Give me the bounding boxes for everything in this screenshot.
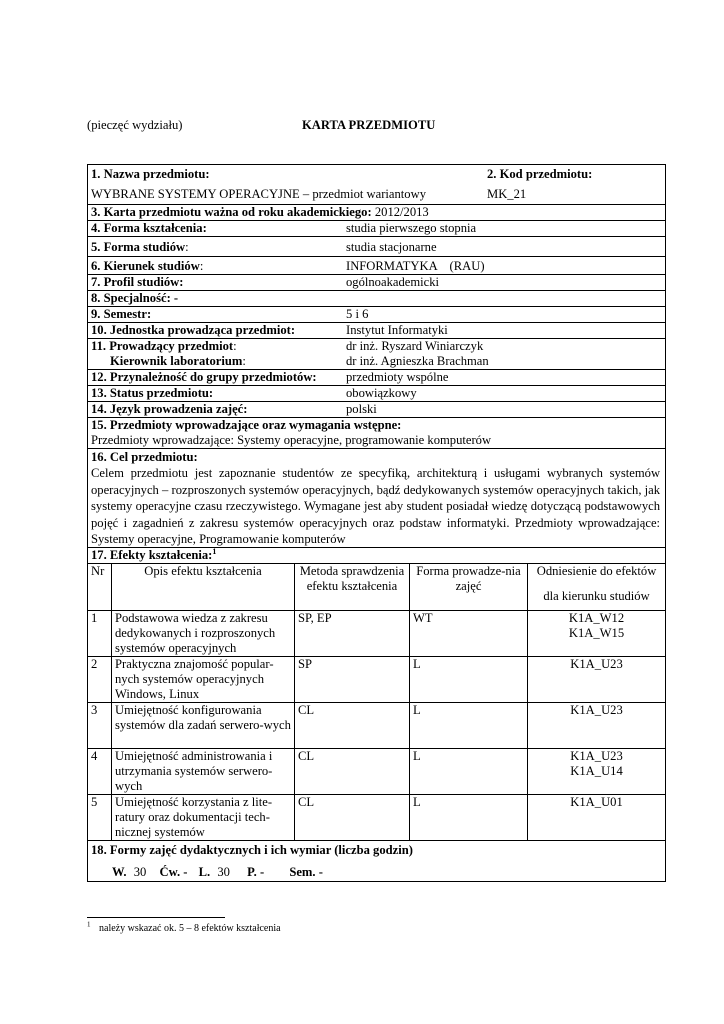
effect-reference: K1A_W12 K1A_W15	[528, 611, 666, 657]
education-form-label: 4. Forma kształcenia:	[91, 221, 207, 235]
class-hours	[112, 865, 323, 880]
status-label: 13. Status przedmiotu:	[91, 386, 214, 400]
footnote	[87, 920, 281, 934]
row-group	[88, 370, 666, 386]
table-row	[88, 611, 666, 657]
study-form-value: studia stacjonarne	[346, 240, 437, 254]
semester-value: 5 i 6	[346, 307, 369, 321]
effect-nr: 5	[88, 795, 112, 841]
lecture-hours: 30	[133, 865, 147, 880]
lab-head-label: Kierownik laboratorium:	[110, 354, 246, 368]
row-semester	[88, 307, 666, 323]
footnote-mark: 1	[87, 920, 91, 929]
effect-method: SP	[295, 657, 410, 703]
effect-form: L	[410, 795, 528, 841]
subject-code-value: MK_21	[487, 187, 527, 201]
effect-description: Podstawowa wiedza z zakresu dedykowanych i rozproszonych systemów operacyjnych	[112, 611, 295, 657]
project-label: P. -	[247, 865, 265, 880]
document-title: KARTA PRZEDMIOTU	[302, 118, 436, 132]
lecturer-label: 11. Prowadzący przedmiot:	[91, 339, 237, 353]
lab-head-value: dr inż. Agnieszka Brachman	[346, 354, 489, 368]
profile-value: ogólnoakademicki	[346, 275, 440, 289]
objective-value: Celem przedmiotu jest zapoznanie studentów ze specyfiką, architekturą i usługami wybranych systemów operacyjnych – rozproszonych systemów operacyjnych, bądź dedykowanych systemów operacyjnych takich, jak systemy operacyjne czasu rzeczywistego. Wymagane jest aby student posiadał wiedzę dotyczącą podstawowych pojęć i zagadnień z zakresu systemów operacyjnych oraz podstaw informatyki. Przedmioty wprowadzające: Systemy operacyjne, Programowanie komputerów	[91, 466, 661, 547]
row-lecturers	[88, 339, 666, 370]
language-label: 14. Język prowadzenia zajęć:	[91, 402, 248, 416]
subject-name-value: WYBRANE SYSTEMY OPERACYJNE – przedmiot wariantowy	[91, 187, 426, 201]
prerequisites-label: 15. Przedmioty wprowadzające oraz wymagania wstępne:	[91, 418, 402, 432]
education-form-value: studia pierwszego stopnia	[346, 221, 477, 235]
effect-reference: K1A_U23	[528, 657, 666, 703]
group-value: przedmioty wspólne	[346, 370, 449, 384]
effect-description: Praktyczna znajomość popular-nych systemów operacyjnych Windows, Linux	[112, 657, 295, 703]
table-row	[88, 657, 666, 703]
row-subject-name	[88, 165, 666, 205]
objective-label: 16. Cel przedmiotu:	[91, 450, 198, 464]
subject-code-label: 2. Kod przedmiotu:	[487, 167, 593, 181]
effect-form: L	[410, 657, 528, 703]
lecture-label: W.	[112, 865, 127, 880]
lab-label: L.	[198, 865, 211, 880]
row-objective	[88, 449, 666, 548]
effect-form: WT	[410, 611, 528, 657]
effect-reference: K1A_U23	[528, 703, 666, 749]
row-profile	[88, 275, 666, 291]
effect-nr: 3	[88, 703, 112, 749]
row-status	[88, 386, 666, 402]
footnote-separator	[87, 917, 225, 918]
effect-method: CL	[295, 795, 410, 841]
effect-form: L	[410, 749, 528, 795]
semester-label: 9. Semestr:	[91, 307, 152, 321]
footnote-text: należy wskazać ok. 5 – 8 efektów kształcenia	[99, 923, 281, 934]
specialty-label: 8. Specjalność: -	[91, 291, 179, 305]
effects-footnote-mark: 1	[212, 547, 217, 557]
effect-description: Umiejętność administrowania i utrzymania systemów serwero-wych	[112, 749, 295, 795]
exercises-label: Ćw. -	[159, 865, 188, 880]
row-language	[88, 402, 666, 418]
field-of-study-value: INFORMATYKA (RAU)	[346, 259, 485, 273]
row-education-form	[88, 221, 666, 237]
header-description: Opis efektu kształcenia	[112, 564, 295, 611]
effect-nr: 1	[88, 611, 112, 657]
group-label: 12. Przynależność do grupy przedmiotów:	[91, 370, 317, 384]
valid-from-value: 2012/2013	[374, 205, 429, 219]
unit-label: 10. Jednostka prowadząca przedmiot:	[91, 323, 296, 337]
row-field-of-study	[88, 257, 666, 275]
effect-nr: 2	[88, 657, 112, 703]
table-row	[88, 703, 666, 749]
header-form: Forma prowadze-nia zajęć	[410, 564, 528, 611]
effect-reference: K1A_U23 K1A_U14	[528, 749, 666, 795]
row-prerequisites	[88, 418, 666, 449]
row-class-forms	[88, 841, 666, 882]
profile-label: 7. Profil studiów:	[91, 275, 184, 289]
effect-method: CL	[295, 703, 410, 749]
effect-method: CL	[295, 749, 410, 795]
effect-method: SP, EP	[295, 611, 410, 657]
effect-description: Umiejętność korzystania z lite-ratury oraz dokumentacji tech-nicznej systemów	[112, 795, 295, 841]
table-row	[88, 749, 666, 795]
row-effects-title	[88, 548, 666, 564]
effect-form: L	[410, 703, 528, 749]
class-forms-label: 18. Formy zajęć dydaktycznych i ich wymiar (liczba godzin)	[91, 843, 413, 858]
header-method: Metoda sprawdzenia efektu kształcenia	[295, 564, 410, 611]
lab-hours: 30	[217, 865, 230, 880]
valid-from-label: 3. Karta przedmiotu ważna od roku akademickiego:	[91, 205, 372, 219]
header-nr: Nr	[88, 564, 112, 611]
language-value: polski	[346, 402, 377, 416]
effect-nr: 4	[88, 749, 112, 795]
prerequisites-value: Przedmioty wprowadzające: Systemy operacyjne, programowanie komputerów	[91, 433, 492, 447]
row-valid-from	[88, 205, 666, 221]
unit-value: Instytut Informatyki	[346, 323, 448, 337]
effects-header-row	[88, 564, 666, 611]
header-reference: Odniesienie do efektów dla kierunku studiów	[528, 564, 666, 611]
effect-description: Umiejętność konfigurowania systemów dla zadań serwero-wych	[112, 703, 295, 749]
effects-label: 17. Efekty kształcenia:	[91, 548, 213, 563]
faculty-stamp-label: (pieczęć wydziału)	[87, 118, 183, 132]
study-form-label: 5. Forma studiów:	[91, 240, 189, 254]
subject-card-table	[87, 164, 666, 882]
status-value: obowiązkowy	[346, 386, 417, 400]
effect-reference: K1A_U01	[528, 795, 666, 841]
row-study-form	[88, 237, 666, 257]
field-of-study-label: 6. Kierunek studiów:	[91, 259, 204, 273]
seminar-label: Sem. -	[289, 865, 323, 880]
subject-name-label: 1. Nazwa przedmiotu:	[91, 167, 210, 181]
table-row	[88, 795, 666, 841]
lecturer-value: dr inż. Ryszard Winiarczyk	[346, 339, 484, 353]
row-unit	[88, 323, 666, 339]
row-specialty	[88, 291, 666, 307]
